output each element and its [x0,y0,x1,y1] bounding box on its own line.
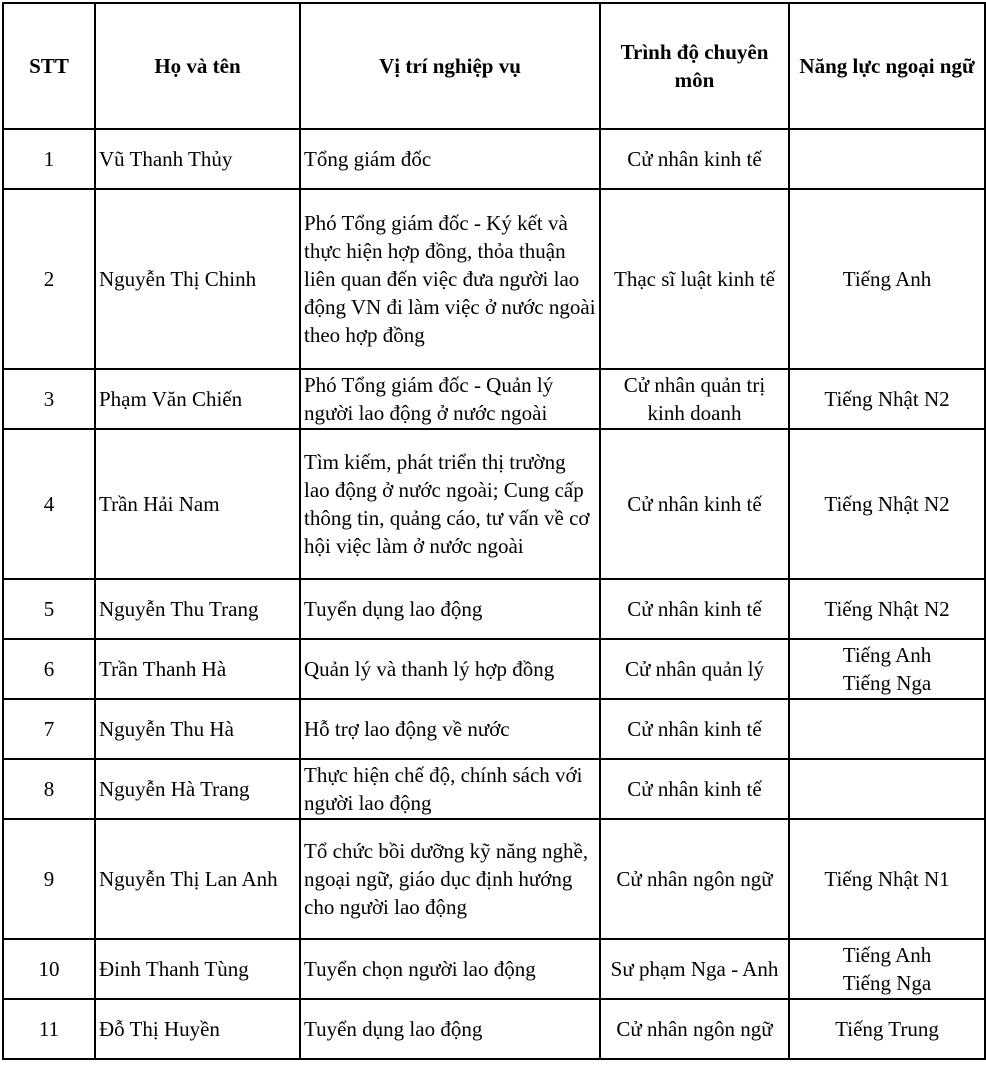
cell-name: Đinh Thanh Tùng [95,939,300,999]
cell-position: Phó Tổng giám đốc - Ký kết và thực hiện hợp đồng, thỏa thuận liên quan đến việc đưa người lao động VN đi làm việc ở nước ngoài theo hợp đồng [300,189,600,369]
cell-name: Nguyễn Hà Trang [95,759,300,819]
table-row [3,189,985,369]
table-row [3,699,985,759]
cell-position: Quản lý và thanh lý hợp đồng [300,639,600,699]
cell-language: Tiếng Anh Tiếng Nga [789,639,985,699]
table-row [3,369,985,429]
table-row [3,429,985,579]
cell-stt: 8 [3,759,95,819]
cell-qualification: Cử nhân kinh tế [600,699,789,759]
table-row [3,819,985,939]
cell-qualification: Cử nhân quản lý [600,639,789,699]
header-row [3,3,985,129]
cell-language: Tiếng Nhật N1 [789,819,985,939]
table-row [3,939,985,999]
cell-name: Nguyễn Thị Lan Anh [95,819,300,939]
cell-stt: 7 [3,699,95,759]
cell-qualification: Cử nhân kinh tế [600,429,789,579]
table-row [3,639,985,699]
cell-name: Vũ Thanh Thủy [95,129,300,189]
cell-stt: 4 [3,429,95,579]
header-position: Vị trí nghiệp vụ [300,3,600,129]
cell-stt: 10 [3,939,95,999]
cell-qualification: Cử nhân ngôn ngữ [600,819,789,939]
cell-qualification: Sư phạm Nga - Anh [600,939,789,999]
cell-name: Nguyễn Thu Hà [95,699,300,759]
cell-position: Tìm kiếm, phát triển thị trường lao động ở nước ngoài; Cung cấp thông tin, quảng cáo, tư vấn về cơ hội việc làm ở nước ngoài [300,429,600,579]
cell-stt: 11 [3,999,95,1059]
cell-position: Hỗ trợ lao động về nước [300,699,600,759]
cell-stt: 2 [3,189,95,369]
cell-position: Tuyển dụng lao động [300,999,600,1059]
header-stt: STT [3,3,95,129]
cell-qualification: Cử nhân kinh tế [600,129,789,189]
table-body [3,129,985,1059]
staff-table [2,2,986,1060]
cell-stt: 3 [3,369,95,429]
cell-position: Tổng giám đốc [300,129,600,189]
header-qualification: Trình độ chuyên môn [600,3,789,129]
cell-qualification: Thạc sĩ luật kinh tế [600,189,789,369]
cell-language: Tiếng Nhật N2 [789,579,985,639]
cell-qualification: Cử nhân kinh tế [600,759,789,819]
cell-language: Tiếng Nhật N2 [789,429,985,579]
cell-qualification: Cử nhân quản trị kinh doanh [600,369,789,429]
table-row [3,129,985,189]
cell-language: Tiếng Trung [789,999,985,1059]
cell-name: Trần Hải Nam [95,429,300,579]
cell-name: Nguyễn Thu Trang [95,579,300,639]
cell-language: Tiếng Anh Tiếng Nga [789,939,985,999]
table-row [3,999,985,1059]
cell-name: Nguyễn Thị Chinh [95,189,300,369]
cell-name: Trần Thanh Hà [95,639,300,699]
cell-language [789,129,985,189]
cell-stt: 1 [3,129,95,189]
table-header [3,3,985,129]
cell-position: Tuyển chọn người lao động [300,939,600,999]
cell-qualification: Cử nhân kinh tế [600,579,789,639]
cell-stt: 6 [3,639,95,699]
cell-stt: 5 [3,579,95,639]
cell-position: Phó Tổng giám đốc - Quản lý người lao động ở nước ngoài [300,369,600,429]
header-name: Họ và tên [95,3,300,129]
cell-language [789,759,985,819]
cell-position: Tổ chức bồi dưỡng kỹ năng nghề, ngoại ngữ, giáo dục định hướng cho người lao động [300,819,600,939]
cell-position: Thực hiện chế độ, chính sách với người lao động [300,759,600,819]
table-row [3,579,985,639]
cell-name: Phạm Văn Chiến [95,369,300,429]
cell-stt: 9 [3,819,95,939]
cell-qualification: Cử nhân ngôn ngữ [600,999,789,1059]
cell-position: Tuyển dụng lao động [300,579,600,639]
table-row [3,759,985,819]
header-language: Năng lực ngoại ngữ [789,3,985,129]
cell-language: Tiếng Nhật N2 [789,369,985,429]
cell-language: Tiếng Anh [789,189,985,369]
cell-name: Đỗ Thị Huyền [95,999,300,1059]
cell-language [789,699,985,759]
